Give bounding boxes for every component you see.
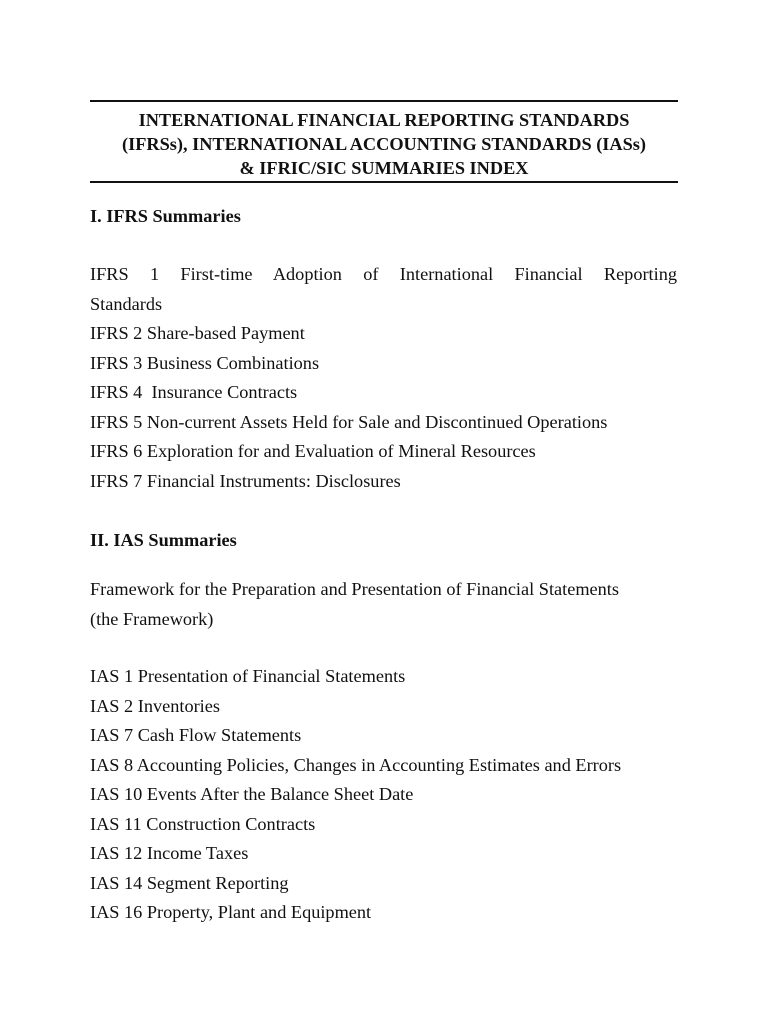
list-item-ifrs-4: IFRS 4 Insurance Contracts [90, 382, 298, 402]
list-item-ias-11: IAS 11 Construction Contracts [90, 813, 316, 834]
ifrs-summaries-list [90, 260, 677, 496]
list-item-ias-7: IAS 7 Cash Flow Statements [90, 725, 302, 745]
document-title [90, 100, 678, 183]
title-line: (IFRSs), INTERNATIONAL ACCOUNTING STANDARDS (IASs) [122, 134, 646, 154]
list-item-ifrs-3: IFRS 3 Business Combinations [90, 352, 320, 373]
list-item-ifrs-1-continued: Standards [90, 293, 163, 314]
list-item-ifrs-5: IFRS 5 Non-current Assets Held for Sale and Discontinued Operations [90, 411, 608, 432]
list-item-ifrs-2: IFRS 2 Share-based Payment [90, 323, 305, 343]
title-line: INTERNATIONAL FINANCIAL REPORTING STANDARDS [138, 110, 630, 130]
list-item-ifrs-1: IFRS 1 First-time Adoption of International Financial Reporting [90, 264, 677, 284]
list-item-ias-12: IAS 12 Income Taxes [90, 843, 249, 863]
ifrs-section-heading: I. IFRS Summaries [90, 206, 241, 226]
title-line: & IFRIC/SIC SUMMARIES INDEX [239, 158, 529, 178]
framework-line: Framework for the Preparation and Presentation of Financial Statements [90, 579, 619, 599]
list-item-ias-16: IAS 16 Property, Plant and Equipment [90, 902, 372, 922]
list-item-ias-8: IAS 8 Accounting Policies, Changes in Accounting Estimates and Errors [90, 754, 622, 775]
list-item-ias-14: IAS 14 Segment Reporting [90, 872, 289, 893]
list-item-ias-10: IAS 10 Events After the Balance Sheet Date [90, 784, 414, 804]
list-item-ias-2: IAS 2 Inventories [90, 695, 220, 716]
list-item-ifrs-6: IFRS 6 Exploration for and Evaluation of Mineral Resources [90, 441, 536, 461]
ias-section-heading: II. IAS Summaries [90, 530, 237, 550]
list-item-ias-1: IAS 1 Presentation of Financial Statements [90, 666, 406, 686]
list-item-ifrs-7: IFRS 7 Financial Instruments: Disclosures [90, 470, 401, 491]
framework-paragraph [90, 575, 677, 634]
ias-summaries-list [90, 662, 677, 928]
framework-line: (the Framework) [90, 608, 214, 629]
